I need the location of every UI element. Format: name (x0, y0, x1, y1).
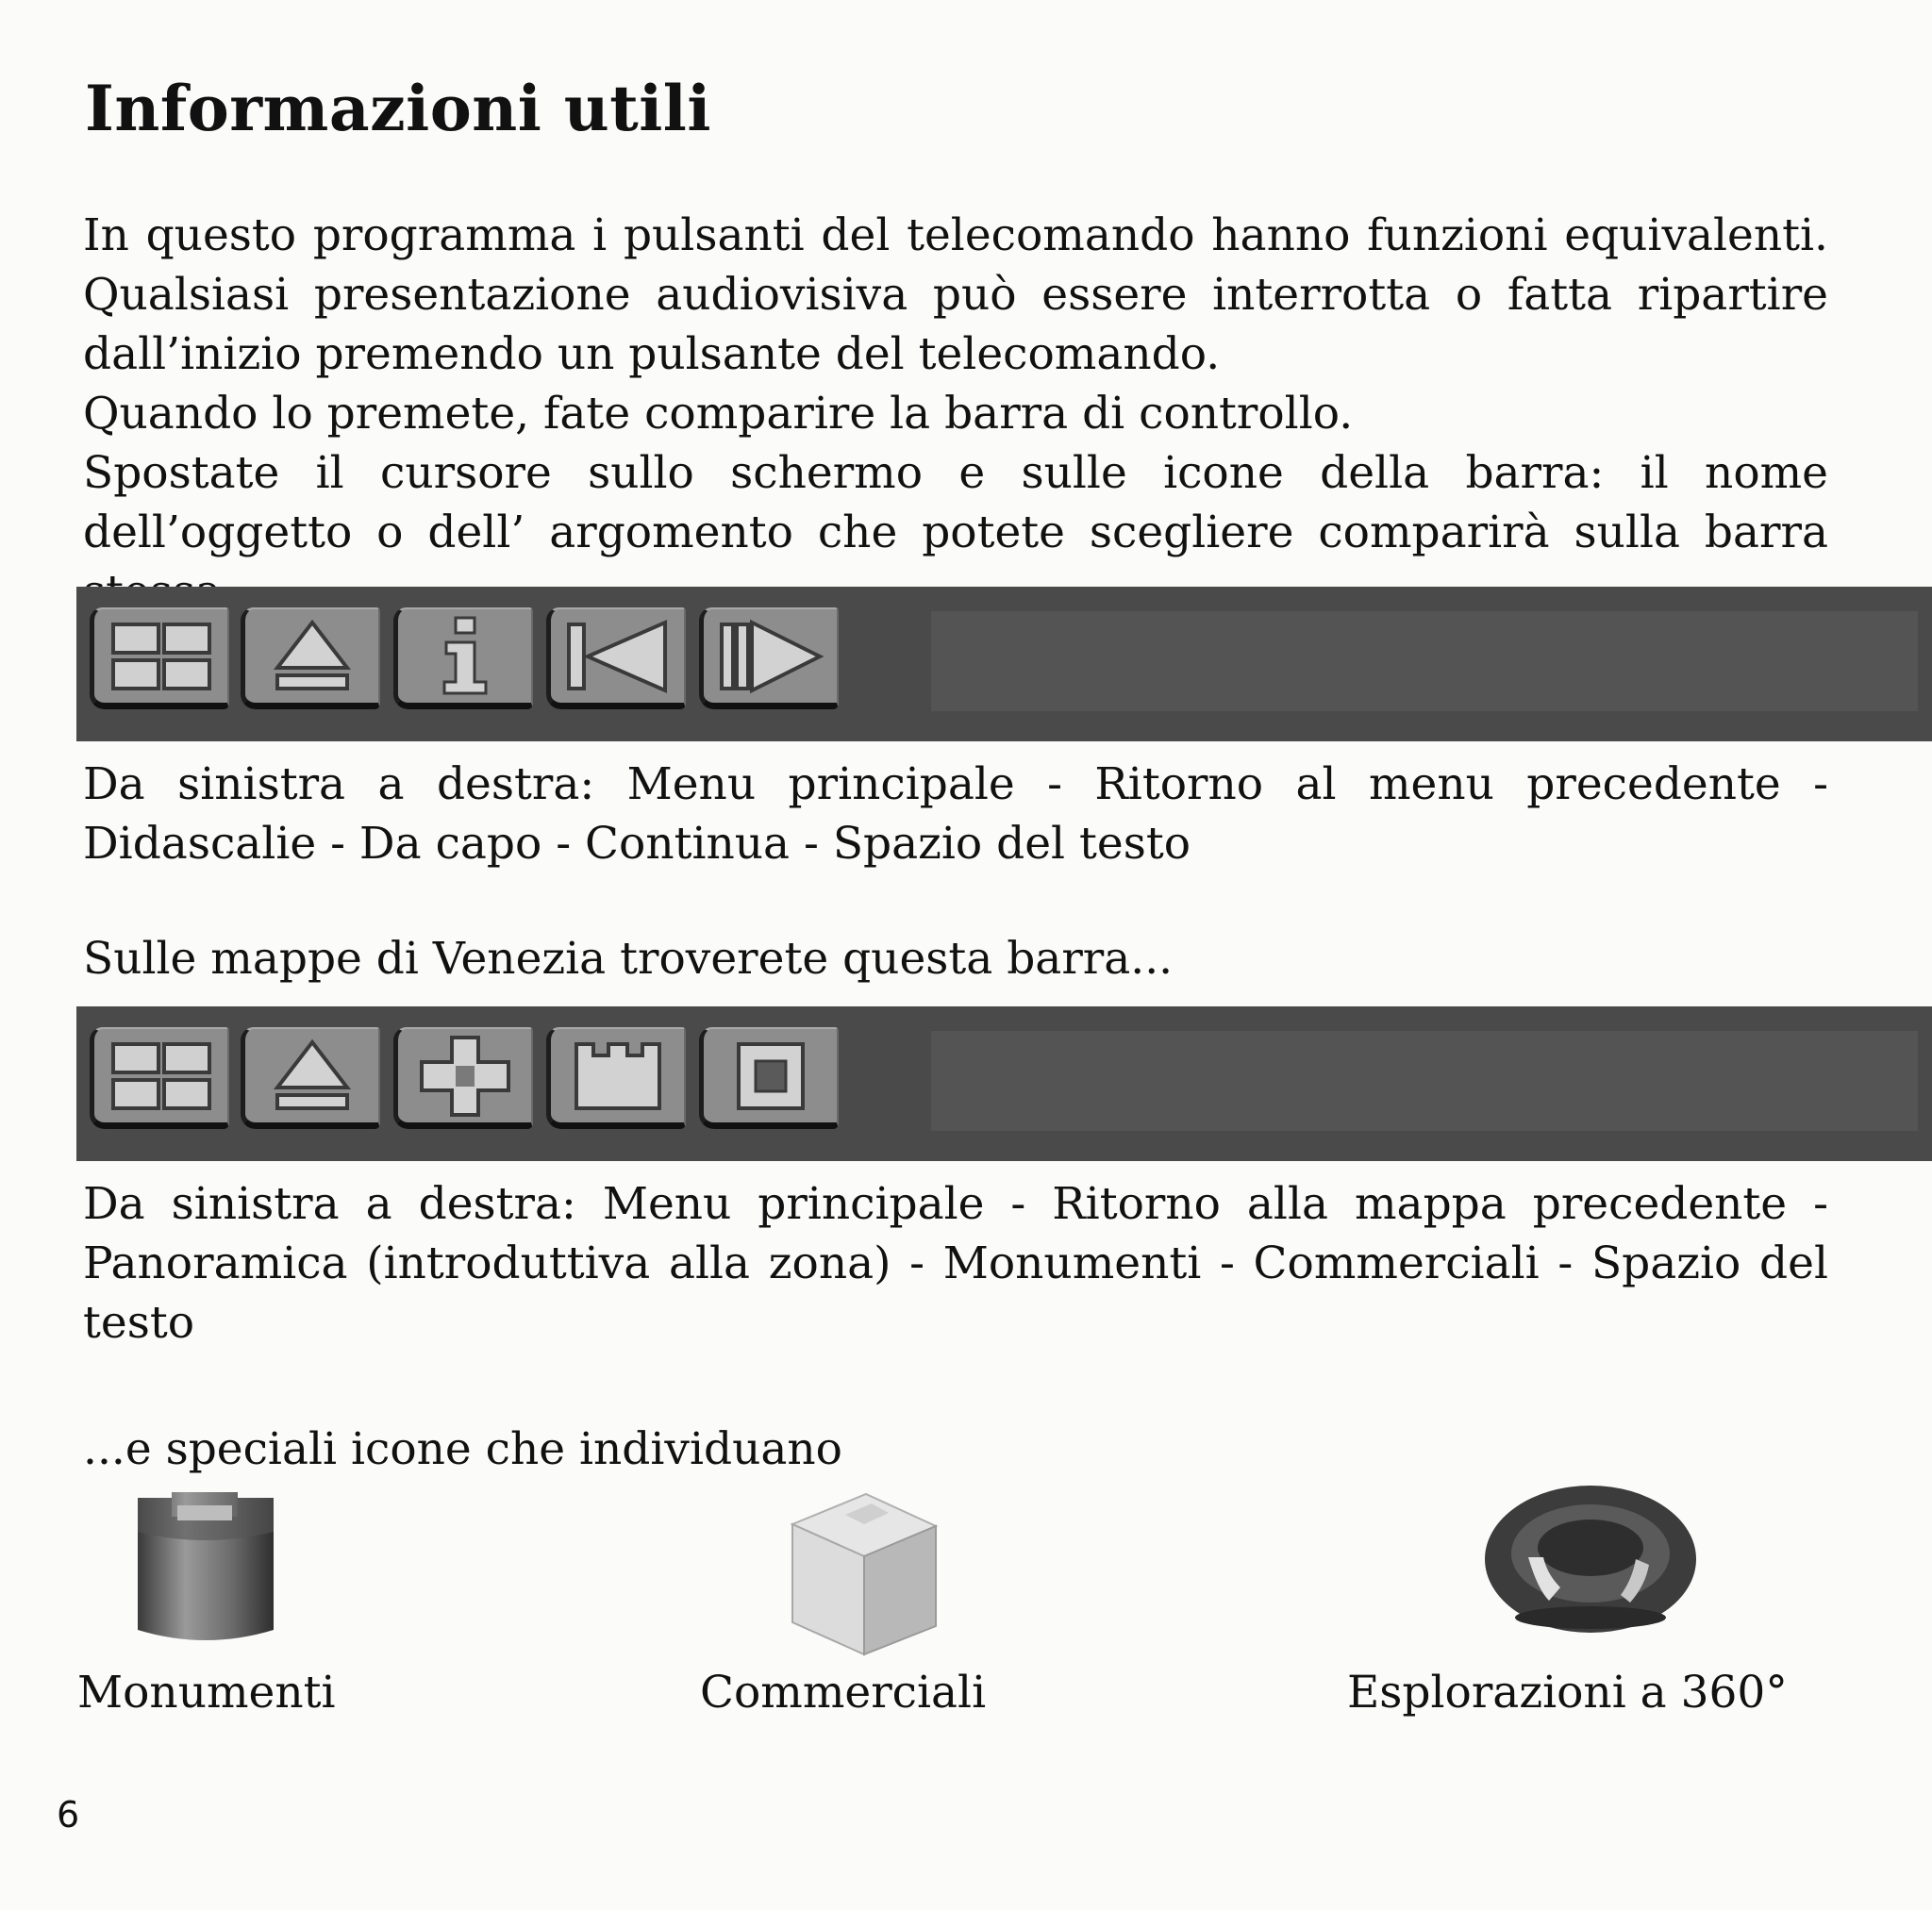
play-continue-icon (718, 619, 824, 694)
main-menu-button[interactable] (90, 607, 229, 709)
page-number: 6 (57, 1794, 80, 1835)
commercial-button[interactable] (699, 1027, 839, 1129)
restart-button[interactable] (546, 607, 686, 709)
page-title: Informazioni utili (85, 72, 711, 145)
exploration-360-icon (1481, 1476, 1700, 1636)
map-bar-caption: Da sinistra a destra: Menu principale - Ritorno alla mappa precedente - Panoramica (introduttiva alla zona) - Monumenti - Commerciali - Spazio del testo (83, 1178, 1828, 1349)
square-commercial-icon (735, 1040, 807, 1112)
commercial-icon-block (779, 1488, 940, 1660)
monument-icon-block (132, 1488, 279, 1653)
cross-panorama-icon (420, 1036, 510, 1117)
back-button[interactable] (241, 607, 380, 709)
eject-icon (270, 1038, 355, 1114)
text-space-area (931, 611, 1918, 711)
main-menu-grid-icon (109, 621, 213, 692)
monuments-button[interactable] (546, 1027, 686, 1129)
castle-monuments-icon (573, 1040, 663, 1112)
info-icon (437, 616, 493, 697)
intro-paragraph: In questo programma i pulsanti del telecomando hanno funzioni equivalenti. Qualsiasi presentazione audiovisiva può essere interrotta o fatta ripartire dall’inizio premendo un pulsante del telecomando. (83, 209, 1828, 380)
eject-icon (270, 619, 355, 694)
map-bar (76, 1006, 1932, 1161)
monument-tower-icon (132, 1488, 279, 1649)
text-space-area (931, 1031, 1918, 1131)
map-bar-lead: Sulle mappe di Venezia troverete questa barra... (83, 933, 1174, 985)
intro-text (83, 206, 1828, 622)
control-bar-caption: Da sinistra a destra: Menu principale - Ritorno al menu precedente - Didascalie - Da capo - Continua - Spazio del testo (83, 758, 1828, 870)
main-menu-button[interactable] (90, 1027, 229, 1129)
captions-button[interactable] (393, 607, 533, 709)
panorama-button[interactable] (393, 1027, 533, 1129)
commercial-label: Commerciali (700, 1667, 987, 1719)
skip-back-icon (565, 619, 671, 694)
monument-label: Monumenti (77, 1667, 336, 1719)
special-icons-lead: ...e speciali icone che individuano (83, 1423, 842, 1475)
intro-paragraph: Spostate il cursore sullo schermo e sulle icone della barra: il nome dell’oggetto o dell’ argomento che potete scegliere comparirà sulla barra (83, 447, 1828, 558)
main-menu-grid-icon (109, 1040, 213, 1112)
control-bar (76, 587, 1932, 741)
commercial-box-icon (779, 1488, 940, 1656)
previous-map-button[interactable] (241, 1027, 380, 1129)
exploration-label: Esplorazioni a 360° (1347, 1667, 1788, 1719)
exploration-icon-block (1481, 1476, 1700, 1640)
intro-paragraph: Quando lo premete, fate comparire la barra di controllo. (83, 388, 1354, 440)
continue-button[interactable] (699, 607, 839, 709)
